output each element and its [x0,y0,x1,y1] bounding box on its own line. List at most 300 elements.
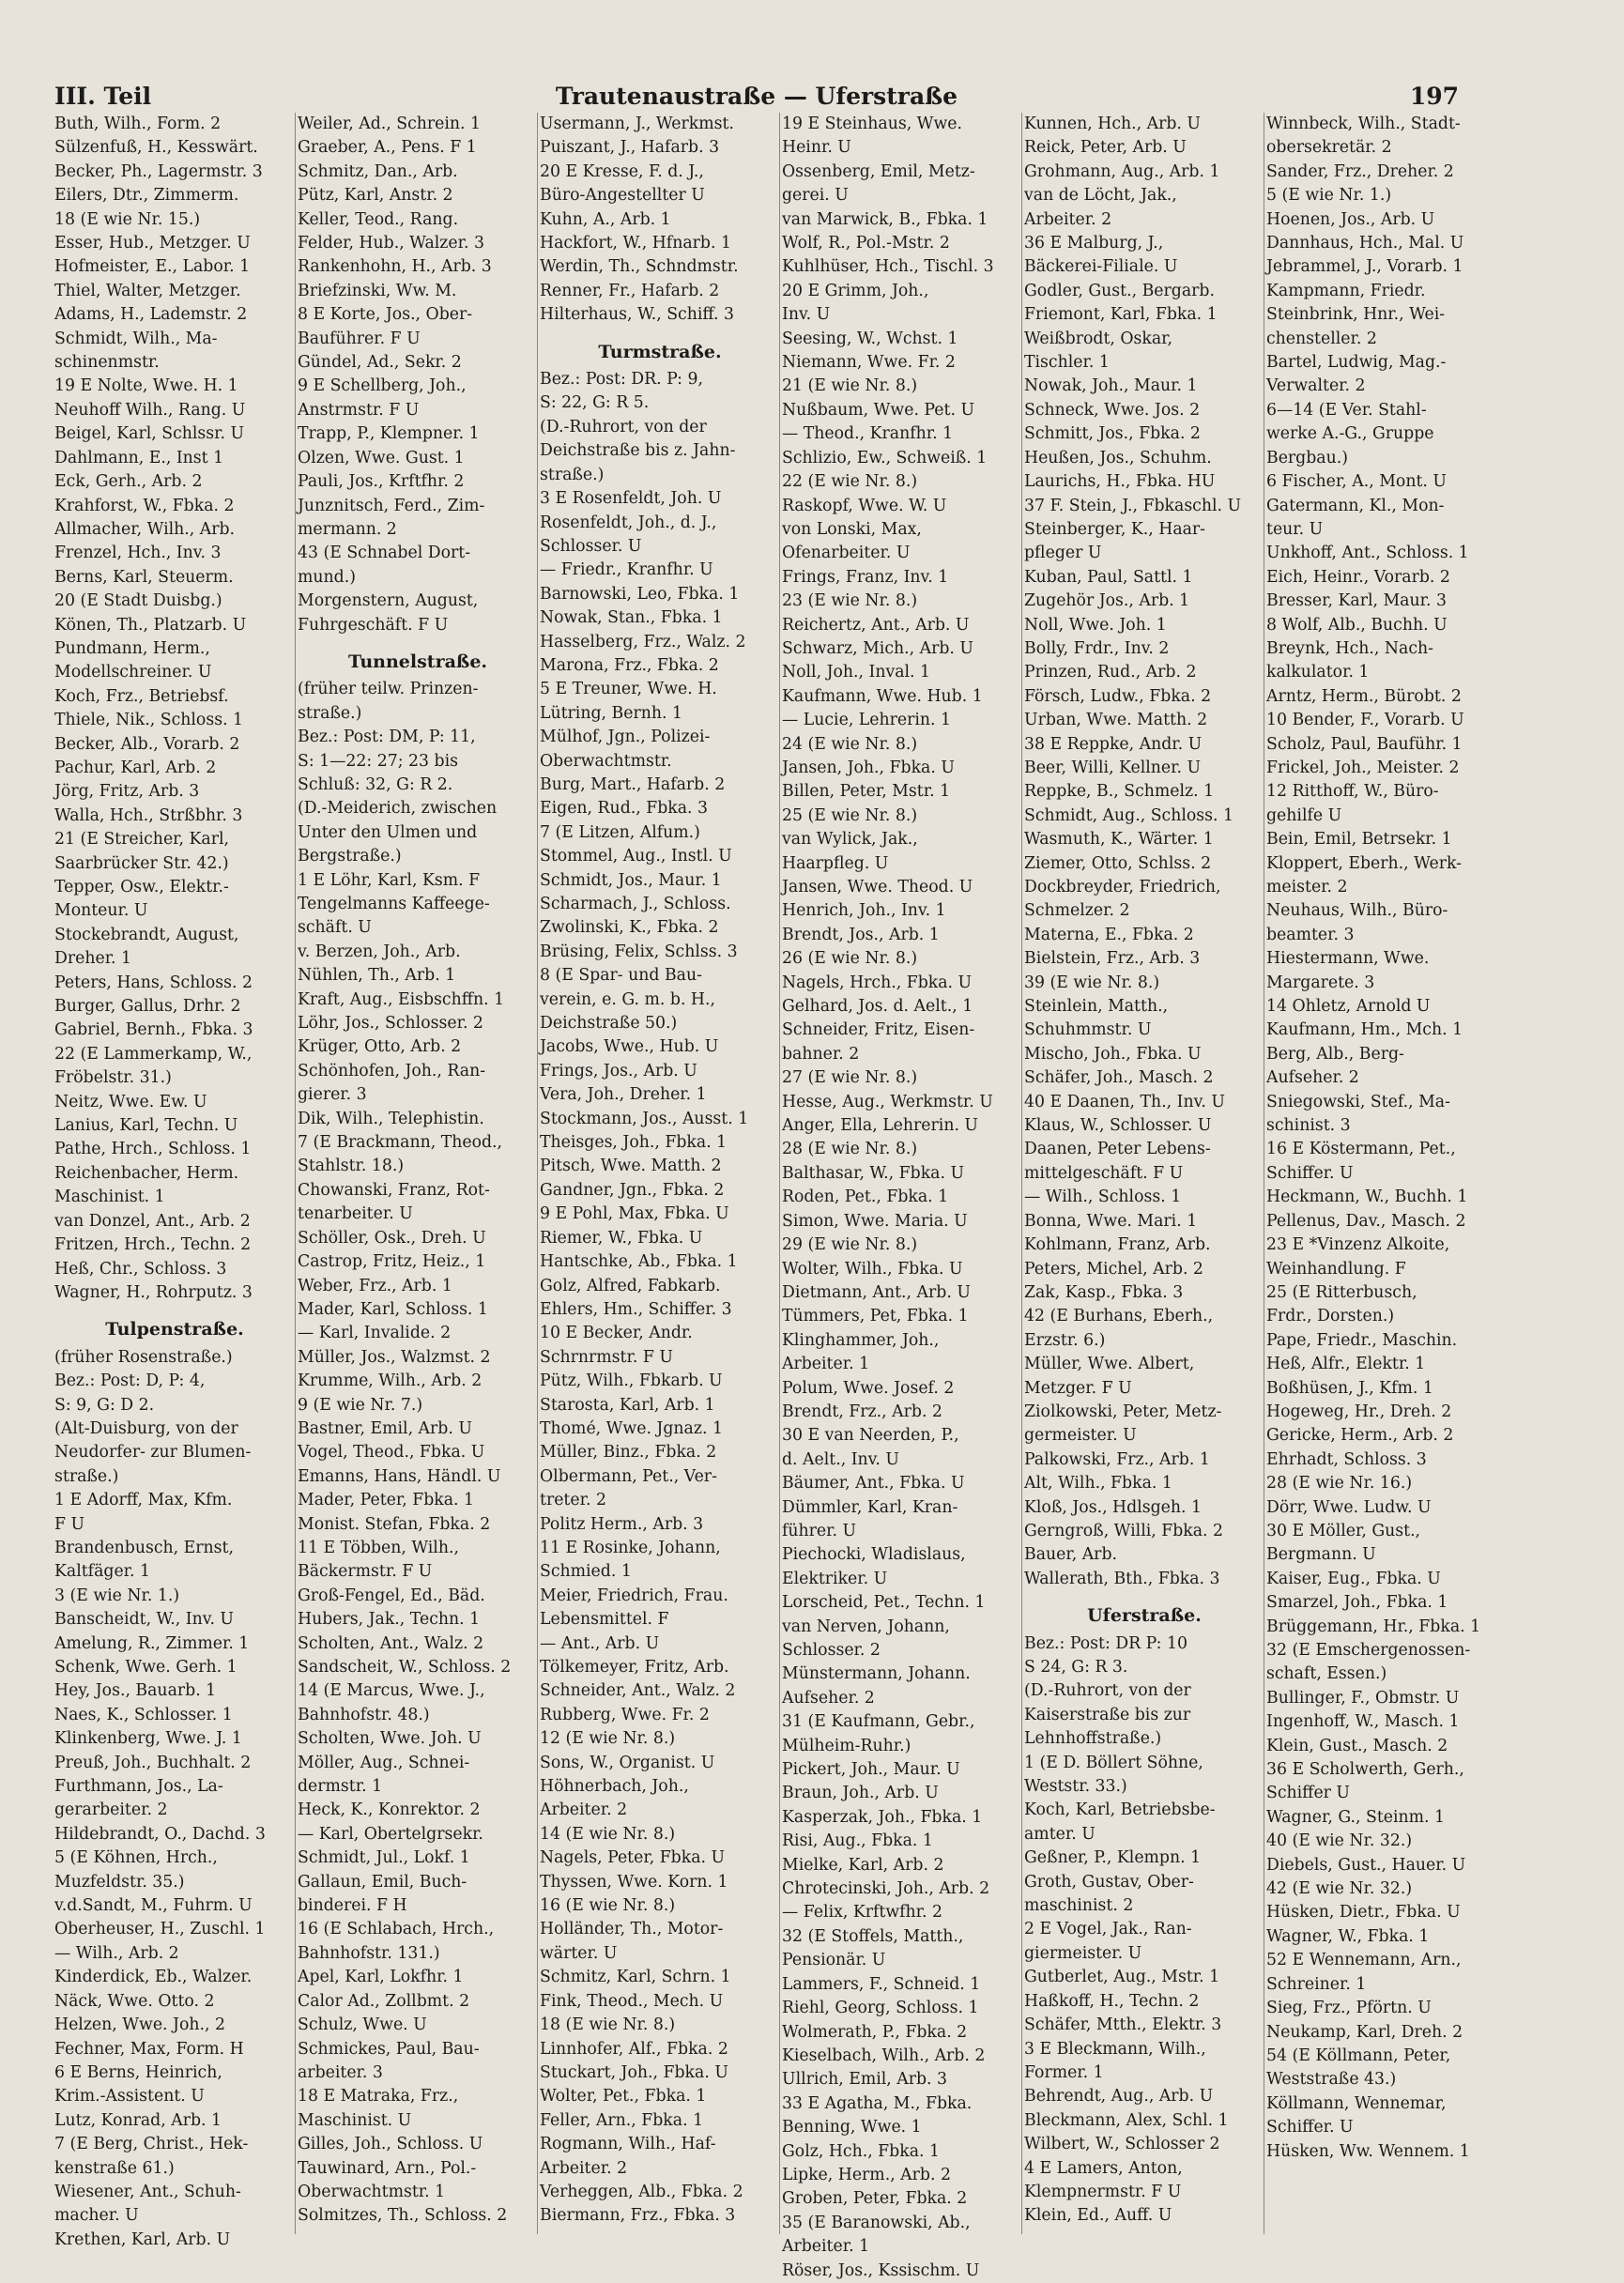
directory-entry: Simon, Wwe. Maria. U [782,1211,968,1231]
directory-entry: Margarete. 3 [1266,973,1375,992]
directory-entry: Niemann, Wwe. Fr. 2 [782,353,956,373]
directory-entry: Hesse, Aug., Werkmstr. U [782,1092,993,1111]
directory-entry: Müller, Jos., Walzmst. 2 [298,1347,491,1367]
directory-entry: Pütz, Karl, Anstr. 2 [298,186,453,206]
directory-entry: Lorscheid, Pet., Techn. 1 [782,1593,986,1613]
directory-entry: Gallaun, Emil, Buch- [298,1872,467,1892]
directory-entry: Lipke, Herm., Arb. 2 [782,2165,951,2184]
directory-entry: Bielstein, Frz., Arb. 3 [1024,949,1201,969]
directory-entry: Wagner, H., Rohrputz. 3 [54,1282,253,1302]
directory-entry: chensteller. 2 [1266,329,1377,348]
directory-entry: Klaus, W., Schlosser. U [1024,1116,1212,1136]
directory-entry: Smarzel, Joh., Fbka. 1 [1266,1593,1448,1613]
directory-entry: Klempnermstr. F U [1024,2182,1182,2201]
directory-entry: Krethen, Karl, Arb. U [54,2229,231,2249]
directory-entry: Wallerath, Bth., Fbka. 3 [1024,1569,1220,1588]
directory-entry: tenarbeiter. U [298,1204,413,1224]
directory-entry: 54 (E Köllmann, Peter, [1266,2046,1451,2065]
directory-entry: Groß-Fengel, Ed., Bäd. [298,1586,485,1605]
directory-entry: Krim.-Assistent. U [54,2087,205,2107]
directory-entry: Boßhüsen, J., Kfm. 1 [1266,1378,1433,1398]
directory-entry: Weber, Frz., Arb. 1 [298,1276,452,1295]
directory-entry: Bresser, Karl, Maur. 3 [1266,591,1447,611]
directory-entry: Kampmann, Friedr. [1266,281,1426,300]
directory-entry: 7 (E Brackmann, Theod., [298,1133,503,1153]
directory-entry: Wilbert, W., Schlosser 2 [1024,2135,1220,2154]
directory-entry: Zwolinski, K., Fbka. 2 [540,918,719,938]
directory-entry: Schneider, Ant., Walz. 2 [540,1681,736,1701]
directory-entry: Holländer, Th., Motor- [540,1920,724,1939]
directory-entry: Höhnerbach, Joh., [540,1777,689,1797]
directory-entry: Hofmeister, E., Labor. 1 [54,257,251,277]
directory-columns [53,113,1481,2280]
directory-entry: Frings, Jos., Arb. U [540,1061,697,1080]
directory-entry: Bez.: Post: D, P: 4, [54,1371,206,1391]
directory-entry: Wolmerath, P., Fbka. 2 [782,2022,968,2042]
directory-entry: Heußen, Jos., Schuhm. [1024,448,1212,467]
directory-entry: Jacobs, Wwe., Hub. U [540,1037,719,1057]
directory-entry: Weinhandlung. F [1266,1259,1406,1279]
directory-entry: Stahlstr. 18.) [298,1157,405,1176]
directory-entry: Reppke, B., Schmelz. 1 [1024,782,1215,802]
directory-entry: Deichstraße bis z. Jahn- [540,441,736,461]
directory-entry: Frickel, Joh., Meister. 2 [1266,758,1460,777]
directory-entry: 11 E Rosinke, Johann, [540,1538,721,1557]
page-number: 197 [1409,83,1459,110]
directory-entry: Buth, Wilh., Form. 2 [54,115,222,133]
directory-entry: 20 E Grimm, Joh., [782,281,929,300]
directory-entry: Eilers, Dtr., Zimmerm. [54,186,239,206]
directory-entry: Bahnhofstr. 48.) [298,1705,430,1724]
directory-entry: Heß, Chr., Schloss. 3 [54,1259,227,1279]
directory-entry: Kuhn, A., Arb. 1 [540,209,671,229]
directory-entry: Gatermann, Kl., Mon- [1266,496,1445,515]
directory-entry: 28 (E wie Nr. 16.) [1266,1474,1413,1494]
directory-entry: Bäckermstr. F U [298,1562,433,1582]
directory-entry: Usermann, J., Werkmst. [540,115,734,133]
directory-entry: v. Berzen, Joh., Arb. [298,942,461,961]
directory-entry: 21 (E wie Nr. 8.) [782,376,918,396]
directory-entry: Arbeiter. 2 [540,2158,628,2178]
directory-entry: Groth, Gustav, Ober- [1024,1872,1194,1892]
directory-entry: 7 (E Litzen, Alfum.) [540,822,700,842]
directory-entry: werke A.-G., Gruppe [1266,424,1434,444]
directory-entry: Büro-Angestellter U [540,186,705,206]
directory-entry: Kohlmann, Franz, Arb. [1024,1235,1211,1255]
directory-entry: 1 E Löhr, Karl, Ksm. F [298,870,481,890]
directory-entry: schaft, Essen.) [1266,1664,1387,1684]
directory-entry: Monist. Stefan, Fbka. 2 [298,1514,491,1534]
directory-entry: Bartel, Ludwig, Mag.- [1266,353,1447,373]
directory-entry: Noll, Joh., Inval. 1 [782,663,931,682]
directory-entry: Dümmler, Karl, Kran- [782,1497,958,1517]
directory-entry: S: 1—22: 27; 23 bis [298,751,458,771]
directory-entry: Schulz, Wwe. U [298,2015,427,2035]
directory-entry: Kinderdick, Eb., Walzer. [54,1968,253,1987]
directory-entry: schinist. 3 [1266,1116,1351,1136]
directory-entry: Breynk, Hch., Nach- [1266,638,1433,658]
directory-entry: Stommel, Aug., Instl. U [540,847,732,866]
directory-entry: Tümmers, Pet, Fbka. 1 [782,1307,969,1326]
directory-entry: Lutz, Konrad, Arb. 1 [54,2110,222,2130]
directory-entry: Mülhof, Jgn., Polizei- [540,728,711,747]
directory-entry: 30 E Möller, Gust., [1266,1521,1421,1540]
directory-entry: Pellenus, Dav., Masch. 2 [1266,1211,1466,1231]
directory-entry: S 24, G: R 3. [1024,1658,1128,1677]
directory-entry: Schöller, Osk., Dreh. U [298,1228,486,1248]
directory-entry: Jansen, Wwe. Theod. U [782,878,973,896]
directory-entry: binderei. F H [298,1896,407,1916]
directory-entry: straße.) [540,465,605,484]
directory-entry: Schreiner. 1 [1266,1974,1367,1994]
street-heading: Tunnelstraße. [347,651,488,672]
directory-entry: Neitz, Wwe. Ew. U [54,1092,207,1111]
directory-entry: van Nerven, Johann, [782,1616,950,1636]
directory-entry: Gandner, Jgn., Fbka. 2 [540,1180,725,1200]
directory-entry: gierer. 3 [298,1085,367,1105]
directory-entry: Krumme, Wilh., Arb. 2 [298,1371,483,1391]
directory-entry: 6 E Berns, Heinrich, [54,2062,222,2082]
directory-entry: Ehlers, Hm., Schiffer. 3 [540,1299,732,1319]
directory-entry: 30 E van Neerden, P., [782,1426,959,1446]
directory-entry: 9 E Pohl, Max, Fbka. U [540,1204,729,1224]
directory-entry: Lammers, F., Schneid. 1 [782,1974,981,1994]
directory-entry: bahner. 2 [782,1044,860,1064]
directory-entry: 5 (E Köhnen, Hrch., [54,1848,218,1868]
directory-entry: Scholten, Wwe. Joh. U [298,1729,482,1749]
directory-entry: Golz, Alfred, Fabkarb. [540,1276,721,1295]
directory-entry: 40 (E wie Nr. 32.) [1266,1831,1413,1851]
directory-entry: Noll, Wwe. Joh. 1 [1024,615,1167,635]
directory-entry: Risi, Aug., Fbka. 1 [782,1831,933,1851]
directory-entry: Geßner, P., Klempn. 1 [1024,1848,1202,1868]
directory-entry: Politz Herm., Arb. 3 [540,1514,704,1534]
directory-entry: v.d.Sandt, M., Fuhrm. U [54,1896,253,1916]
directory-entry: 32 (E Emschergenossen- [1266,1641,1471,1660]
directory-entry: Pathe, Hrch., Schloss. 1 [54,1140,252,1159]
directory-entry: Koch, Karl, Betriebsbe- [1024,1800,1216,1820]
directory-entry: Arbeiter. 2 [1024,209,1112,229]
directory-entry: Peters, Michel, Arb. 2 [1024,1259,1203,1279]
directory-entry: Frdr., Dorsten.) [1266,1307,1395,1326]
directory-entry: Fritzen, Hrch., Techn. 2 [54,1235,252,1255]
directory-entry: Wiesener, Ant., Schuh- [54,2182,241,2201]
directory-entry: 33 E Agatha, M., Fbka. [782,2093,973,2113]
directory-entry: Furthmann, Jos., La- [54,1777,223,1797]
directory-entry: 18 E Matraka, Frz., [298,2087,459,2107]
directory-entry: Oberheuser, H., Zuschl. 1 [54,1920,266,1939]
directory-entry: beamter. 3 [1266,925,1355,944]
directory-entry: Scharmach, J., Schloss. [540,895,731,913]
directory-entry: mermann. 2 [298,519,397,539]
directory-entry: Alt, Wilh., Fbka. 1 [1024,1474,1172,1494]
directory-entry: 14 (E wie Nr. 8.) [540,1824,676,1844]
directory-entry: (D.-Ruhrort, von der [1024,1681,1191,1701]
directory-entry: straße.) [54,1466,119,1486]
directory-entry: Dockbreyder, Friedrich, [1024,878,1221,896]
directory-entry: — Karl, Invalide. 2 [298,1324,452,1343]
directory-entry: Felder, Hub., Walzer. 3 [298,234,484,253]
directory-entry: Gerngroß, Willi, Fbka. 2 [1024,1521,1224,1540]
directory-entry: Anstrmstr. F U [298,400,420,420]
directory-entry: Neuhaus, Wilh., Büro- [1266,901,1448,921]
directory-entry: Schlizio, Ew., Schweiß. 1 [782,448,988,467]
directory-entry: Kraft, Aug., Eisbschffn. 1 [298,989,505,1009]
directory-entry: Graeber, A., Pens. F 1 [298,138,477,158]
directory-entry: Schmelzer. 2 [1024,901,1130,921]
directory-entry: Solmitzes, Th., Schloss. 2 [298,2206,508,2226]
directory-entry: Diebels, Gust., Hauer. U [1266,1855,1466,1875]
directory-entry: Schmied. 1 [540,1562,632,1582]
directory-entry: Jebrammel, J., Vorarb. 1 [1266,257,1463,277]
directory-entry: Eigen, Rud., Fbka. 3 [540,799,709,819]
directory-entry: — Karl, Obertelgrsekr. [298,1824,483,1844]
directory-entry: Saarbrücker Str. 42.) [54,853,229,873]
directory-entry: Feller, Arn., Fbka. 1 [540,2110,704,2130]
directory-entry: Meier, Friedrich, Frau. [540,1586,728,1605]
directory-entry: Apel, Karl, Lokfhr. 1 [298,1968,464,1987]
directory-entry: Schlosser. U [540,536,642,556]
directory-entry: Reichenbacher, Herm. [54,1163,239,1183]
directory-entry: Schenk, Wwe. Gerh. 1 [54,1658,237,1677]
directory-entry: Stockebrandt, August, [54,925,239,944]
directory-entry: 3 E Rosenfeldt, Joh. U [540,489,722,509]
directory-entry: Schwarz, Mich., Arb. U [782,638,973,658]
directory-entry: 36 E Malburg, J., [1024,234,1164,253]
directory-entry: Thiele, Nik., Schloss. 1 [54,711,244,730]
directory-entry: Elektriker. U [782,1569,888,1588]
directory-entry: arbeiter. 3 [298,2062,383,2082]
directory-entry: Hüsken, Ww. Wennem. 1 [1266,2141,1470,2161]
directory-entry: 32 (E Stoffels, Matth., [782,1926,964,1946]
directory-entry: Braun, Joh., Arb. U [782,1784,939,1803]
directory-entry: Schneck, Wwe. Jos. 2 [1024,400,1201,420]
directory-entry: 10 E Becker, Andr. [540,1324,693,1343]
directory-entry: 52 E Wennemann, Arn., [1266,1951,1462,1970]
directory-entry: Möller, Aug., Schnei- [298,1753,470,1772]
directory-entry: Mader, Peter, Fbka. 1 [298,1491,475,1510]
directory-entry: Dannhaus, Hch., Mal. U [1266,234,1464,253]
directory-entry: Neukamp, Karl, Dreh. 2 [1266,2022,1463,2042]
directory-entry: Sander, Frz., Dreher. 2 [1266,161,1454,181]
directory-entry: Preuß, Joh., Buchhalt. 2 [54,1753,252,1772]
directory-entry: Mülheim-Ruhr.) [782,1736,912,1755]
directory-entry: Riehl, Georg, Schloss. 1 [782,1999,979,2018]
directory-entry: Reichertz, Ant., Arb. U [782,615,970,635]
directory-entry: Chrotecinski, Joh., Arb. 2 [782,1879,990,1899]
directory-entry: Barnowski, Leo, Fbka. 1 [540,584,740,604]
directory-entry: 24 (E wie Nr. 8.) [782,734,918,754]
directory-entry: Hantschke, Ab., Fbka. 1 [540,1252,738,1272]
directory-entry: Klein, Gust., Masch. 2 [1266,1736,1448,1755]
directory-entry: dermstr. 1 [298,1777,383,1797]
directory-entry: Heß, Alfr., Elektr. 1 [1266,1355,1426,1374]
directory-entry: mittelgeschäft. F U [1024,1163,1184,1183]
directory-entry: Hackfort, W., Hfnarb. 1 [540,234,731,253]
directory-entry: Lütring, Bernh. 1 [540,703,682,723]
directory-entry: Allmacher, Wilh., Arb. [54,519,236,539]
directory-entry: Grohmann, Aug., Arb. 1 [1024,161,1220,181]
directory-entry: 11 E Többen, Wilh., [298,1538,459,1557]
directory-entry: Vogel, Theod., Fbka. U [298,1443,485,1463]
directory-entry: Riemer, W., Fbka. U [540,1228,703,1248]
directory-entry: 16 E Köstermann, Pet., [1266,1140,1456,1159]
directory-entry: 21 (E Streicher, Karl, [54,830,230,850]
directory-entry: Bauführer. F U [298,329,421,348]
directory-entry: Reick, Peter, Arb. U [1024,138,1187,158]
directory-entry: Näck, Wwe. Otto. 2 [54,1991,215,2011]
directory-entry: 22 (E wie Nr. 8.) [782,472,918,492]
directory-entry: Bleckmann, Alex, Schl. 1 [1024,2110,1229,2130]
directory-entry: Billen, Peter, Mstr. 1 [782,782,951,802]
directory-entry: macher. U [54,2206,139,2226]
directory-entry: Schäfer, Joh., Masch. 2 [1024,1068,1214,1088]
directory-entry: Pundmann, Herm., [54,638,210,658]
directory-entry: Brüsing, Felix, Schlss. 3 [540,942,738,961]
directory-entry: Müller, Wwe. Albert, [1024,1355,1195,1374]
directory-entry: Wolter, Pet., Fbka. 1 [540,2087,707,2107]
directory-entry: Haarpfleg. U [782,853,889,873]
directory-entry: Godler, Gust., Bergarb. [1024,281,1215,300]
directory-entry: mund.) [298,567,356,587]
directory-entry: Banscheidt, W., Inv. U [54,1610,234,1630]
directory-entry: Schmidt, Jul., Lokf. 1 [298,1848,470,1868]
directory-entry: Weiler, Ad., Schrein. 1 [298,115,482,133]
directory-entry: Könen, Th., Platzarb. U [54,615,247,635]
directory-entry: Bez.: Post: DR P: 10 [1024,1633,1187,1653]
directory-entry: Verheggen, Alb., Fbka. 2 [540,2182,743,2201]
directory-entry: Trapp, P., Klempner. 1 [298,424,480,444]
directory-entry: Ziolkowski, Peter, Metz- [1024,1402,1222,1421]
directory-entry: 39 (E wie Nr. 8.) [1024,973,1160,992]
directory-entry: Kuhlhüser, Hch., Tischl. 3 [782,257,994,277]
directory-entry: Kloß, Jos., Hdlsgeh. 1 [1024,1497,1202,1517]
directory-column [779,113,1022,2280]
directory-entry: Modellschreiner. U [54,663,212,682]
directory-entry: Brüggemann, Hr., Fbka. 1 [1266,1616,1481,1636]
directory-entry: van Donzel, Ant., Arb. 2 [54,1211,251,1231]
directory-entry: Frings, Franz, Inv. 1 [782,567,949,587]
directory-entry: führer. U [782,1521,857,1540]
directory-entry: (Alt-Duisburg, von der [54,1418,238,1438]
directory-entry: Heinr. U [782,138,851,158]
directory-entry: Jörg, Fritz, Arb. 3 [54,782,200,802]
directory-entry: teur. U [1266,519,1324,539]
directory-entry: van Wylick, Jak., [782,830,918,850]
directory-entry: Bullinger, F., Obmstr. U [1266,1688,1460,1708]
directory-entry: Steinbrink, Hnr., Wei- [1266,305,1446,325]
directory-entry: 26 (E wie Nr. 8.) [782,949,918,969]
directory-entry: Stockmann, Jos., Ausst. 1 [540,1109,749,1128]
directory-entry: Försch, Ludw., Fbka. 2 [1024,686,1212,706]
directory-entry: Rosenfeldt, Joh., d. J., [540,513,717,532]
directory-entry: Bahnhofstr. 131.) [298,1943,440,1963]
directory-entry: Amelung, R., Zimmer. 1 [54,1633,250,1653]
directory-entry: Friemont, Karl, Fbka. 1 [1024,305,1218,325]
directory-entry: Urban, Wwe. Matth. 2 [1024,711,1208,730]
directory-entry: Gabriel, Bernh., Fbka. 3 [54,1020,253,1040]
directory-entry: Dahlmann, E., Inst 1 [54,448,224,467]
directory-entry: 2 E Vogel, Jak., Ran- [1024,1920,1192,1939]
directory-entry: Brendt, Jos., Arb. 1 [782,925,940,944]
directory-entry: Muzfeldstr. 35.) [54,1872,185,1892]
directory-entry: Eck, Gerh., Arb. 2 [54,472,203,492]
directory-entry: Briefzinski, Ww. M. [298,281,457,300]
directory-entry: Klinghammer, Joh., [782,1330,940,1350]
directory-entry: 23 (E wie Nr. 8.) [782,591,918,611]
directory-entry: gerarbeiter. 2 [54,1800,168,1820]
directory-entry: 27 (E wie Nr. 8.) [782,1068,918,1088]
directory-entry: Marona, Frz., Fbka. 2 [540,655,719,675]
directory-entry: Unkhoff, Ant., Schloss. 1 [1266,544,1469,563]
directory-entry: Ullrich, Emil, Arb. 3 [782,2070,948,2090]
directory-entry: Junznitsch, Ferd., Zim- [298,496,485,515]
directory-entry: Krüger, Otto, Arb. 2 [298,1037,462,1057]
directory-entry: 7 (E Berg, Christ., Hek- [54,2135,249,2154]
directory-entry: Sniegowski, Stef., Ma- [1266,1092,1450,1111]
directory-entry: Beigel, Karl, Schlssr. U [54,424,245,444]
directory-entry: 31 (E Kaufmann, Gebr., [782,1712,975,1732]
directory-entry: Schmitz, Dan., Arb. [298,161,458,181]
directory-entry: amter. U [1024,1824,1095,1844]
directory-entry: Bonna, Wwe. Mari. 1 [1024,1211,1198,1231]
directory-entry: — Friedr., Kranfhr. U [540,560,713,580]
directory-entry: Schmitt, Jos., Fbka. 2 [1024,424,1201,444]
directory-entry: Beer, Willi, Kellner. U [1024,758,1202,777]
directory-entry: Müller, Binz., Fbka. 2 [540,1443,717,1463]
directory-entry: 22 (E Lammerkamp, W., [54,1044,253,1064]
directory-entry: 23 E *Vinzenz Alkoite, [1266,1235,1450,1255]
directory-entry: Mader, Karl, Schloss. 1 [298,1299,488,1319]
directory-entry: — Felix, Krftwfhr. 2 [782,1903,943,1923]
directory-entry: Schrnrmstr. F U [540,1347,673,1367]
directory-entry: Frenzel, Hch., Inv. 3 [54,544,222,563]
directory-entry: Heck, K., Konrektor. 2 [298,1800,481,1820]
directory-entry: Former. 1 [1024,2062,1104,2082]
directory-entry: 20 E Kresse, F. d. J., [540,161,704,181]
directory-entry: treter. 2 [540,1491,606,1510]
directory-entry: Mielke, Karl, Arb. 2 [782,1855,944,1875]
directory-entry: Schönhofen, Joh., Ran- [298,1061,486,1080]
directory-entry: Hey, Jos., Bauarb. 1 [54,1681,217,1701]
directory-entry: Piechocki, Wladislaus, [782,1545,966,1565]
directory-entry: van Marwick, B., Fbka. 1 [782,209,988,229]
directory-entry: Thomé, Wwe. Jgnaz. 1 [540,1418,723,1438]
directory-entry: Verwalter. 2 [1266,376,1366,396]
directory-entry: Naes, K., Schlosser. 1 [54,1705,233,1724]
directory-entry: Weststr. 33.) [1024,1777,1127,1797]
directory-entry: Schäfer, Mtth., Elektr. 3 [1024,2015,1222,2035]
directory-entry: 25 (E wie Nr. 8.) [782,805,918,825]
directory-entry: Aufseher. 2 [1266,1068,1359,1088]
directory-entry: d. Aelt., Inv. U [782,1449,899,1469]
directory-entry: Zugehör Jos., Arb. 1 [1024,591,1190,611]
directory-entry: — Wilh., Schloss. 1 [1024,1187,1182,1207]
directory-entry: Ingenhoff, W., Masch. 1 [1266,1712,1460,1732]
directory-entry: Becker, Alb., Vorarb. 2 [54,734,240,754]
directory-entry: Stuckart, Joh., Fbka. U [540,2062,728,2082]
directory-entry: Daanen, Peter Lebens- [1024,1140,1211,1159]
directory-entry: Zak, Kasp., Fbka. 3 [1024,1282,1184,1302]
directory-entry: 1 E Adorff, Max, Kfm. [54,1491,233,1510]
directory-entry: 16 (E wie Nr. 8.) [540,1896,676,1916]
directory-entry: — Ant., Arb. U [540,1633,660,1653]
directory-entry: Hildebrandt, O., Dachd. 3 [54,1824,266,1844]
directory-entry: Dreher. 1 [54,949,132,969]
directory-entry: Adams, H., Lademstr. 2 [54,305,248,325]
directory-entry: verein, e. G. m. b. H., [540,989,715,1009]
directory-entry: Puiszant, J., Hafarb. 3 [540,138,720,158]
